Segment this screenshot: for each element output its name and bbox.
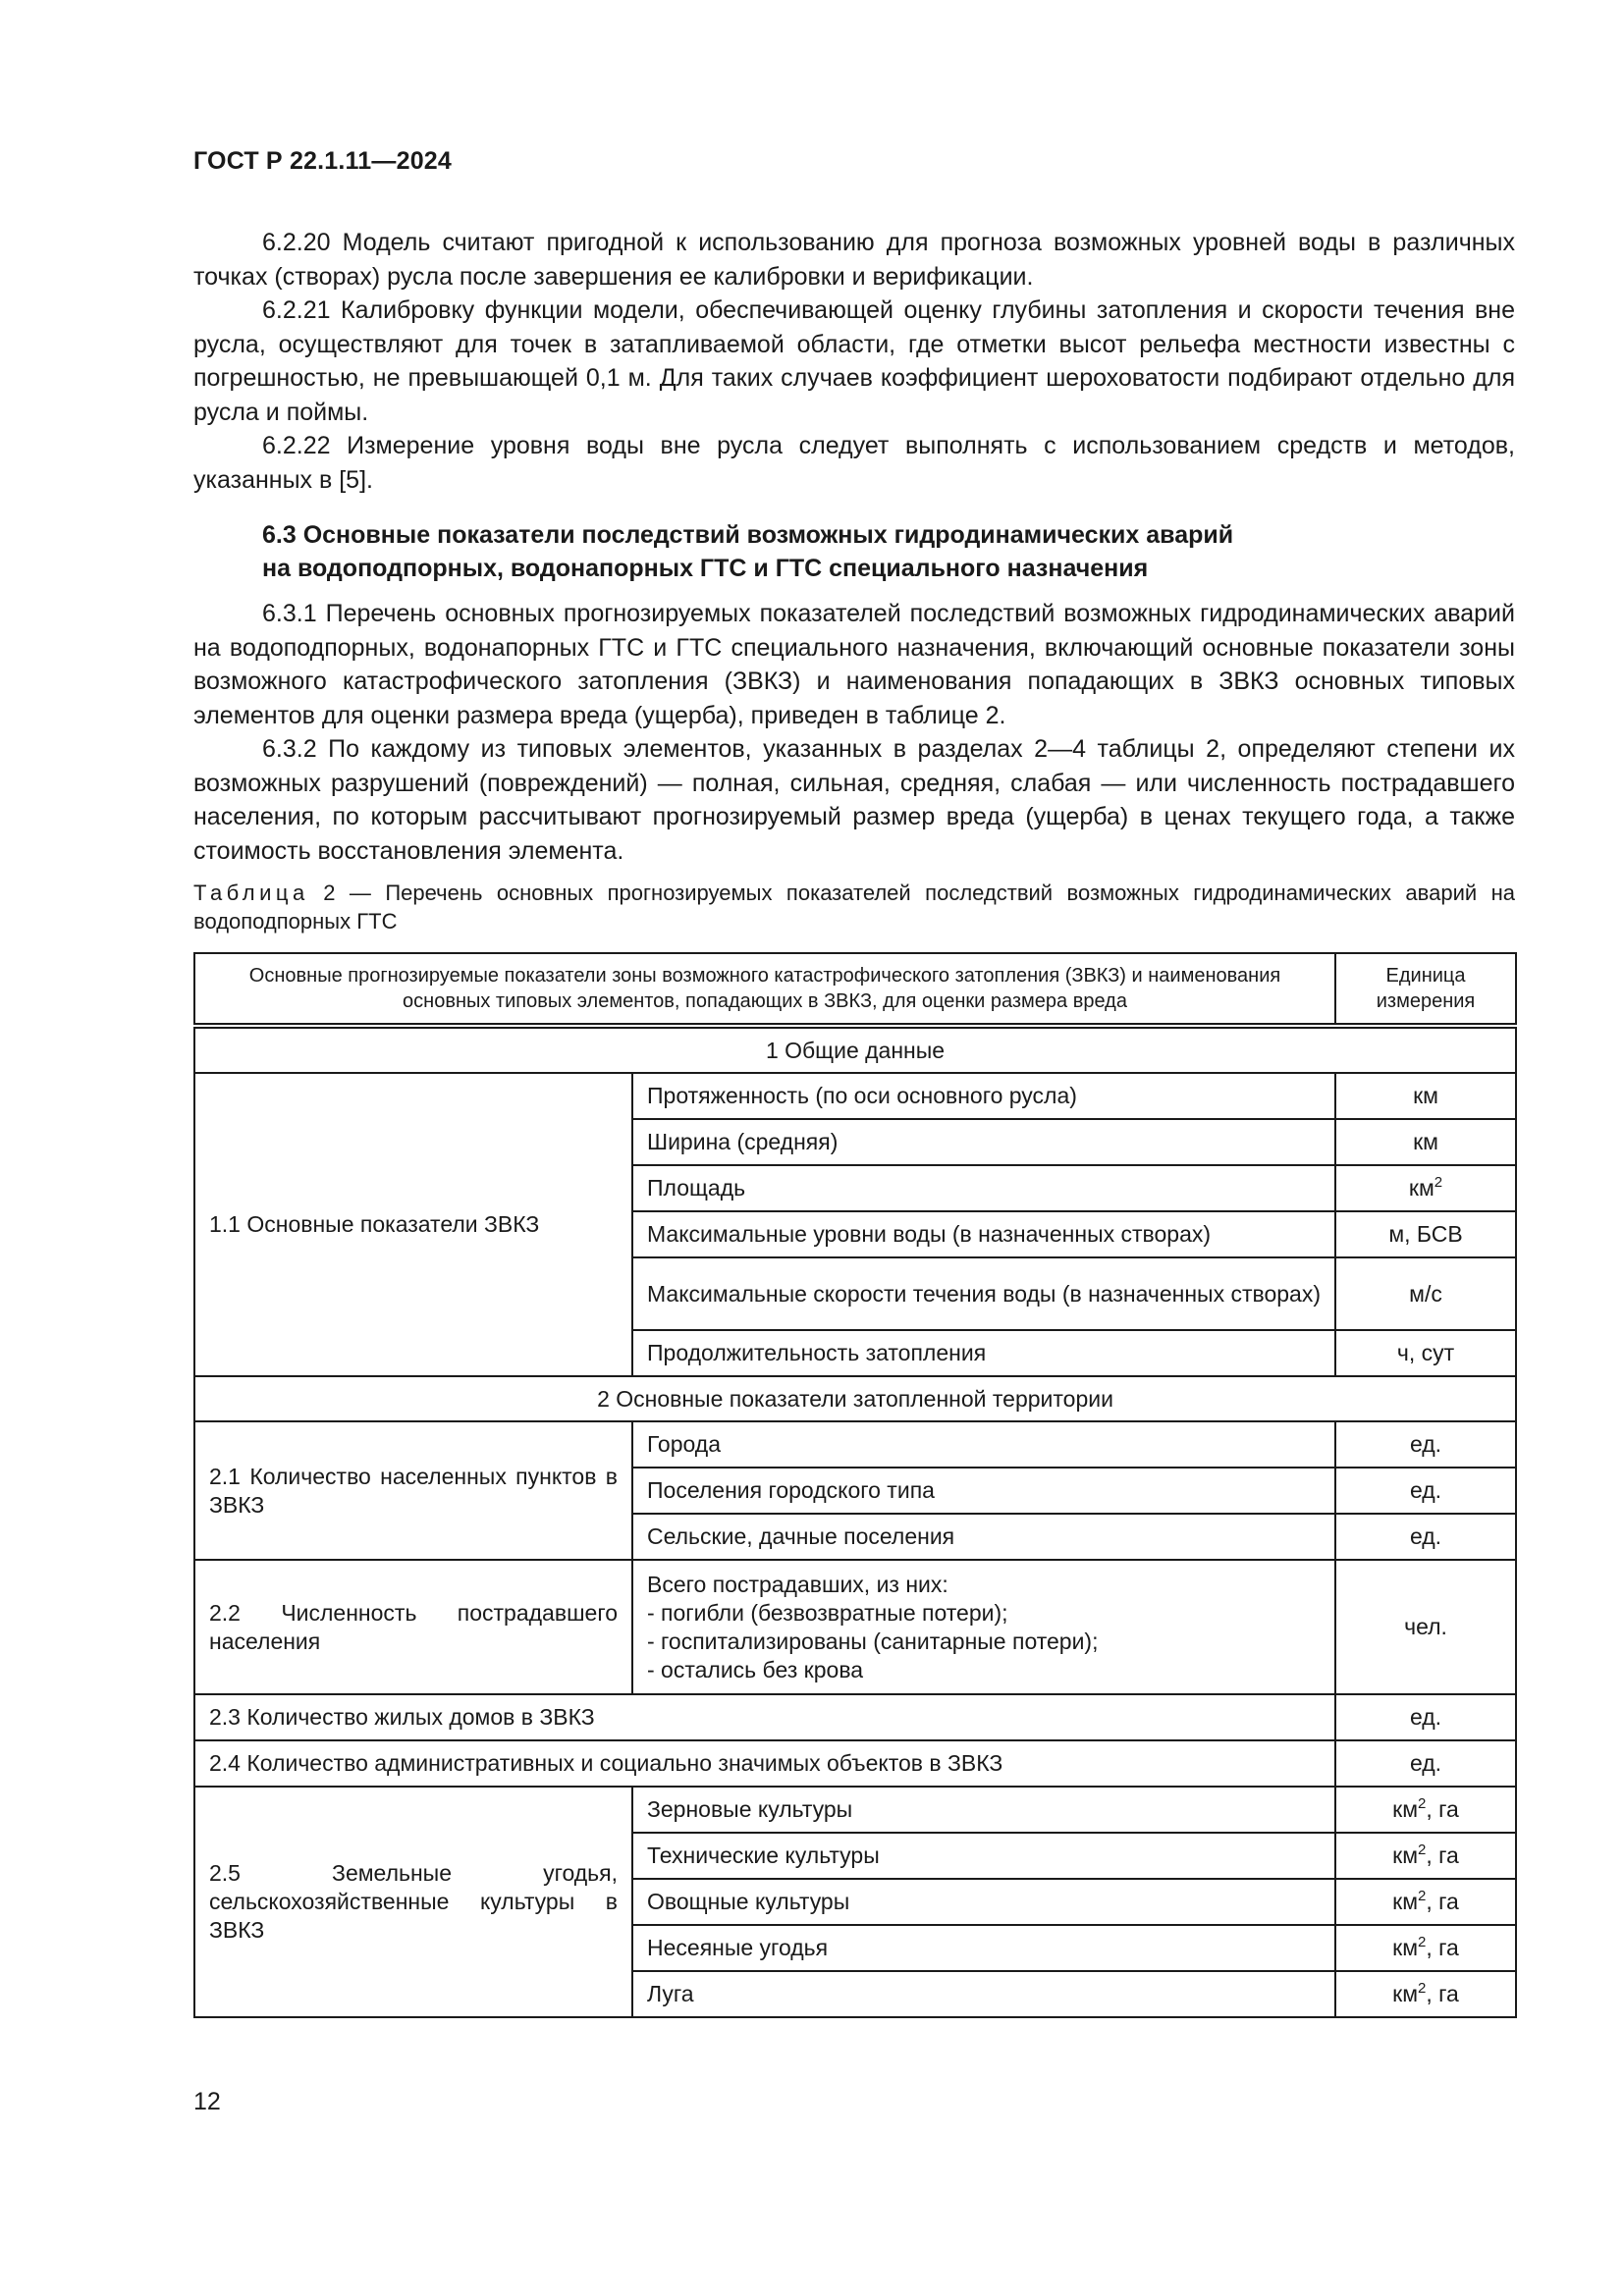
group-2-5: 2.5 Земельные угодья, сельскохозяйственные культуры в ЗВКЗ — [194, 1787, 632, 2017]
item-cell — [632, 1560, 1335, 1694]
unit-text: , га — [1426, 1889, 1459, 1914]
unit-cell: ед. — [1335, 1740, 1516, 1787]
unit-cell: м/с — [1335, 1257, 1516, 1330]
paragraph-6-2-21: 6.2.21 Калибровку функции модели, обеспечивающей оценку глубины затопления и скорости течения вне русла, осуществляют для точек в затапливаемой области, где отметки высот рельефа местности известны с погрешностью, не превышающей 0,1 м. Для таких случаев коэффициент шероховатости подбирают отдельно для русла и поймы. — [193, 296, 1515, 426]
unit-cell — [1335, 1165, 1516, 1211]
item-cell: Технические культуры — [632, 1833, 1335, 1879]
unit-superscript: 2 — [1418, 1980, 1427, 1997]
section-row-1: 1 Общие данные — [194, 1026, 1516, 1073]
table-caption-text: 2 — Перечень основных прогнозируемых показателей последствий возможных гидродинамических аварий на водоподпорных ГТС — [193, 881, 1515, 934]
unit-text: , га — [1426, 1935, 1459, 1960]
item-cell: Несеяные угодья — [632, 1925, 1335, 1971]
item-cell: Зерновые культуры — [632, 1787, 1335, 1833]
unit-cell: ед. — [1335, 1421, 1516, 1468]
document-header: ГОСТ Р 22.1.11—2024 — [193, 147, 453, 175]
table-caption-word: Таблица — [193, 881, 309, 905]
unit-cell: ед. — [1335, 1468, 1516, 1514]
section-row-2: 2 Основные показатели затопленной территории — [194, 1376, 1516, 1421]
item-cell: Протяженность (по оси основного русла) — [632, 1073, 1335, 1119]
page-number: 12 — [193, 2088, 221, 2115]
item-cell: Поселения городского типа — [632, 1468, 1335, 1514]
unit-text: , га — [1426, 1981, 1459, 2006]
unit-text: км — [1392, 1981, 1419, 2006]
unit-cell: ч, сут — [1335, 1330, 1516, 1376]
group-2-4: 2.4 Количество административных и социально значимых объектов в ЗВКЗ — [194, 1740, 1335, 1787]
unit-superscript: 2 — [1418, 1888, 1427, 1904]
table-row — [194, 1073, 1516, 1119]
unit-cell: ед. — [1335, 1514, 1516, 1560]
item-cell: Максимальные уровни воды (в назначенных створах) — [632, 1211, 1335, 1257]
body-text — [193, 226, 1515, 868]
table-row — [194, 1421, 1516, 1468]
unit-text: км — [1392, 1935, 1419, 1960]
unit-cell — [1335, 1971, 1516, 2017]
unit-text: км — [1392, 1796, 1419, 1822]
item-cell: Луга — [632, 1971, 1335, 2017]
item-cell: Максимальные скорости течения воды (в назначенных створах) — [632, 1257, 1335, 1330]
table-caption — [193, 879, 1515, 935]
unit-text: , га — [1426, 1796, 1459, 1822]
item-cell: Площадь — [632, 1165, 1335, 1211]
item-cell: Сельские, дачные поселения — [632, 1514, 1335, 1560]
group-2-3: 2.3 Количество жилых домов в ЗВКЗ — [194, 1694, 1335, 1740]
unit-text: км — [1392, 1842, 1419, 1868]
header-indicators: Основные прогнозируемые показатели зоны возможного катастрофического затопления (ЗВКЗ) и наименования основных типовых элементов, попадающих в ЗВКЗ, для оценки размера вреда — [194, 953, 1335, 1026]
unit-cell: км — [1335, 1119, 1516, 1165]
table-row — [194, 1376, 1516, 1421]
unit-superscript: 2 — [1434, 1174, 1443, 1191]
item-cell: Овощные культуры — [632, 1879, 1335, 1925]
header-unit: Единица измерения — [1335, 953, 1516, 1026]
unit-cell — [1335, 1925, 1516, 1971]
list-item: - остались без крова — [647, 1656, 864, 1682]
unit-superscript: 2 — [1418, 1795, 1427, 1812]
table-row — [194, 1694, 1516, 1740]
unit-superscript: 2 — [1418, 1934, 1427, 1950]
group-1-1: 1.1 Основные показатели ЗВКЗ — [194, 1073, 632, 1376]
unit-text: , га — [1426, 1842, 1459, 1868]
paragraph-6-2-22: 6.2.22 Измерение уровня воды вне русла следует выполнять с использованием средств и методов, указанных в [5]. — [193, 432, 1515, 494]
group-2-2: 2.2 Численность пострадавшего населения — [194, 1560, 632, 1694]
table-header-row — [194, 953, 1516, 1026]
unit-cell — [1335, 1787, 1516, 1833]
unit-cell: ед. — [1335, 1694, 1516, 1740]
item-cell: Города — [632, 1421, 1335, 1468]
heading-line-1: 6.3 Основные показатели последствий возможных гидродинамических аварий — [262, 521, 1234, 549]
unit-superscript: 2 — [1418, 1842, 1427, 1858]
paragraph-6-3-2: 6.3.2 По каждому из типовых элементов, указанных в разделах 2—4 таблицы 2, определяют степени их возможных разрушений (повреждений) — полная, сильная, средняя, слабая — или численность пострадавшего населения, по которым рассчитывают прогнозируемый размер вреда (ущерба) в ценах текущего года, а также стоимость восстановления элемента. — [193, 735, 1515, 865]
table-row — [194, 1787, 1516, 1833]
unit-cell — [1335, 1879, 1516, 1925]
unit-cell: чел. — [1335, 1560, 1516, 1694]
list-item: - погибли (безвозвратные потери); — [647, 1599, 1008, 1626]
unit-text: км — [1408, 1175, 1435, 1201]
table-row — [194, 1740, 1516, 1787]
paragraph-6-3-1: 6.3.1 Перечень основных прогнозируемых показателей последствий возможных гидродинамических аварий на водоподпорных, водонапорных ГТС и ГТС специального назначения, включающий основные показатели зоны возможного катастрофического затопления (ЗВКЗ) и наименования попадающих в ЗВКЗ основных типовых элементов для оценки размера вреда (ущерба), приведен в таблице 2. — [193, 600, 1515, 729]
paragraph-6-2-20: 6.2.20 Модель считают пригодной к использованию для прогноза возможных уровней воды в различных точках (створах) русла после завершения ее калибровки и верификации. — [193, 229, 1515, 291]
unit-cell: км — [1335, 1073, 1516, 1119]
heading-line-2: на водоподпорных, водонапорных ГТС и ГТС специального назначения — [262, 555, 1149, 582]
unit-cell: м, БСВ — [1335, 1211, 1516, 1257]
item-cell: Ширина (средняя) — [632, 1119, 1335, 1165]
list-item: - госпитализированы (санитарные потери); — [647, 1628, 1099, 1654]
unit-cell — [1335, 1833, 1516, 1879]
unit-text: км — [1392, 1889, 1419, 1914]
section-heading-6-3 — [262, 518, 1515, 585]
list-item: Всего пострадавших, из них: — [647, 1571, 948, 1597]
table-row — [194, 1560, 1516, 1694]
item-cell: Продолжительность затопления — [632, 1330, 1335, 1376]
indicators-table — [193, 952, 1517, 2018]
table-row — [194, 1026, 1516, 1073]
group-2-1: 2.1 Количество населенных пунктов в ЗВКЗ — [194, 1421, 632, 1560]
